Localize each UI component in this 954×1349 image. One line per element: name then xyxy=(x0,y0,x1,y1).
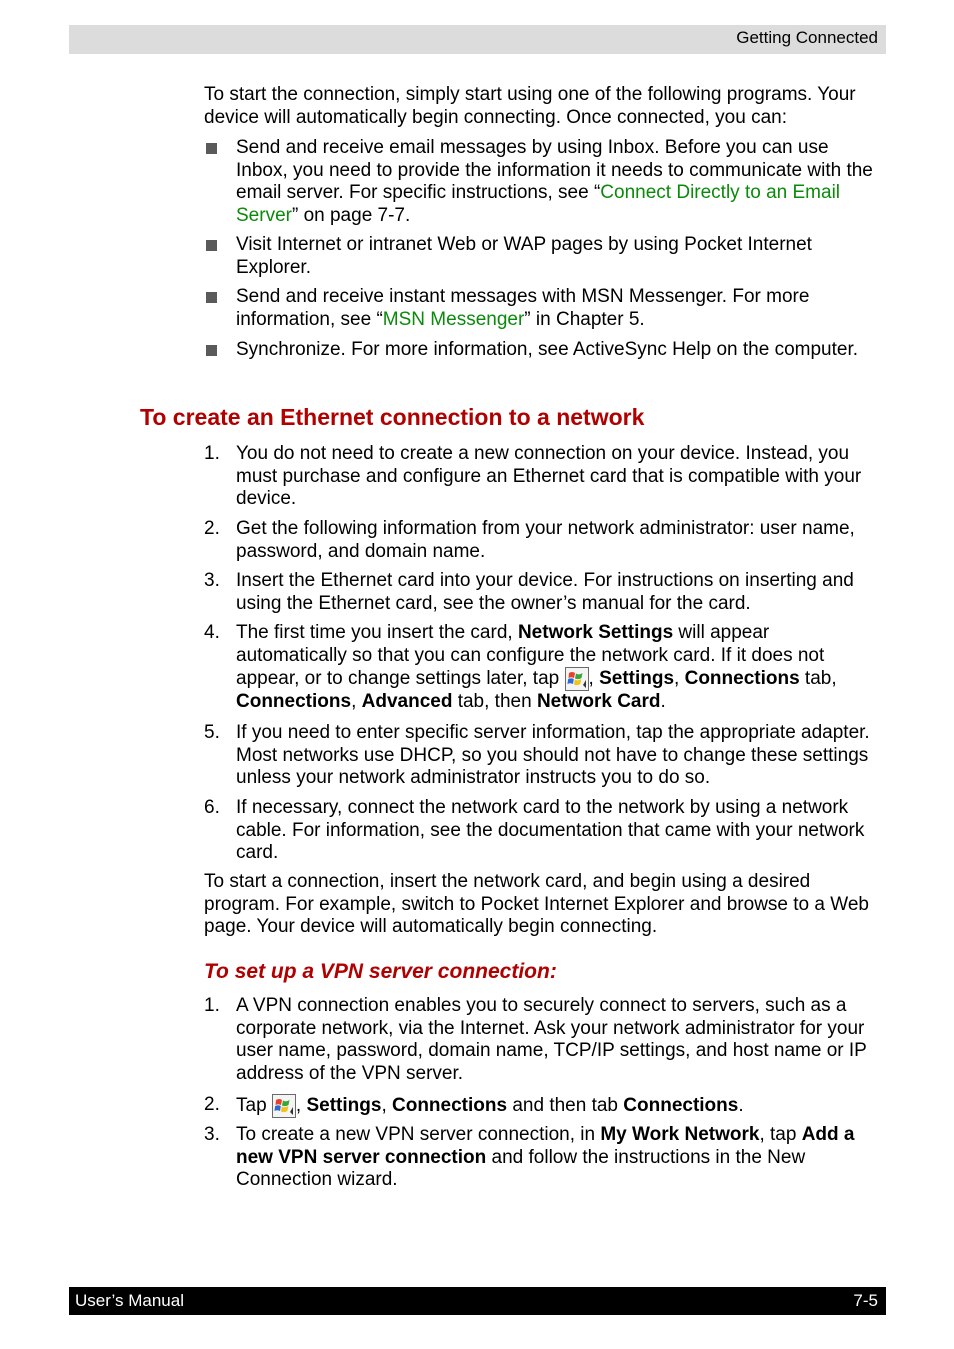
numbered-step xyxy=(204,1094,884,1118)
page-header xyxy=(69,25,886,54)
bullet-text: Synchronize. For more information, see ActiveSync Help on the computer. xyxy=(236,339,859,360)
step-number: 5. xyxy=(204,722,220,743)
numbered-step xyxy=(204,722,884,790)
bullet-text: Visit Internet or intranet Web or WAP pages by using Pocket Internet Explorer. xyxy=(236,234,812,278)
footer-page-number: 7-5 xyxy=(853,1291,878,1310)
link-connect-email-server[interactable]: Connect Directly to an Email Server xyxy=(236,182,841,226)
step-text: If you need to enter specific server information, tap the appropriate adapter. Most networks use DHCP, so you should not have to change these settings unless your network administrator instructs you to do so. xyxy=(236,722,870,789)
header-title: Getting Connected xyxy=(736,28,878,47)
numbered-step xyxy=(204,622,884,714)
windows-start-icon[interactable] xyxy=(272,1094,296,1118)
vpn-heading: To set up a VPN server connection: xyxy=(204,960,557,983)
bullet-item xyxy=(204,137,884,227)
step-text: Tap , Settings, Connections and then tab Connections. xyxy=(236,1095,744,1116)
numbered-step xyxy=(204,1124,884,1192)
step-text: Get the following information from your network administrator: user name, password, and domain name. xyxy=(236,518,855,562)
step-number: 1. xyxy=(204,995,220,1016)
numbered-step xyxy=(204,518,884,563)
bullet-marker xyxy=(206,240,217,251)
step-text: If necessary, connect the network card to the network by using a network cable. For information, see the documentation that came with your network card. xyxy=(236,797,865,864)
link-msn-messenger[interactable]: MSN Messenger xyxy=(382,308,525,330)
numbered-step xyxy=(204,797,884,865)
step-text: A VPN connection enables you to securely connect to servers, such as a corporate network, via the Internet. Ask your network administrator for your user name, password, domain name, TCP/IP settings, and host name or IP address of the VPN server. xyxy=(236,995,867,1084)
step-number: 3. xyxy=(204,570,220,591)
bullet-marker xyxy=(206,292,217,303)
bullet-item xyxy=(204,286,884,331)
bullet-item xyxy=(204,339,884,362)
page-footer xyxy=(69,1287,886,1315)
numbered-step xyxy=(204,443,884,511)
footer-manual-title: User’s Manual xyxy=(75,1291,184,1310)
step-number: 4. xyxy=(204,622,220,643)
step-text: To create a new VPN server connection, in My Work Network, tap Add a new VPN server connection and follow the instructions in the New Connection wizard. xyxy=(236,1124,855,1191)
bullet-marker xyxy=(206,143,217,154)
ethernet-outro-paragraph: To start a connection, insert the network card, and begin using a desired program. For example, switch to Pocket Internet Explorer and browse to a Web page. Your device will automatically begin connecting. xyxy=(204,871,869,938)
windows-start-icon[interactable] xyxy=(565,667,589,691)
numbered-step xyxy=(204,995,884,1085)
section-heading: To create an Ethernet connection to a network xyxy=(140,404,645,430)
step-number: 6. xyxy=(204,797,220,818)
step-text: Insert the Ethernet card into your device. For instructions on inserting and using the Ethernet card, see the owner’s manual for the card. xyxy=(236,570,854,614)
intro-paragraph: To start the connection, simply start using one of the following programs. Your device will automatically begin connecting. Once connected, you can: xyxy=(204,84,856,128)
step-number: 3. xyxy=(204,1124,220,1145)
step-text: You do not need to create a new connection on your device. Instead, you must purchase and configure an Ethernet card that is compatible with your device. xyxy=(236,443,862,510)
step-number: 1. xyxy=(204,443,220,464)
step-text: The first time you insert the card, Network Settings will appear automatically so that you can configure the network card. If it does not appear, or to change settings later, tap , Settings, Connections tab, Connections, Advanced tab, then Network Card. xyxy=(236,622,837,713)
step-number: 2. xyxy=(204,1094,220,1115)
bullet-marker xyxy=(206,345,217,356)
step-number: 2. xyxy=(204,518,220,539)
bullet-text: Send and receive email messages by using Inbox. Before you can use Inbox, you need to provide the information it needs to communicate with the email server. For specific instructions, see “Connect Directly to an Email Server” on page 7-7. xyxy=(236,137,873,226)
numbered-step xyxy=(204,570,884,615)
bullet-item xyxy=(204,234,884,279)
bullet-text: Send and receive instant messages with MSN Messenger. For more information, see “MSN Messenger” in Chapter 5. xyxy=(236,286,810,330)
